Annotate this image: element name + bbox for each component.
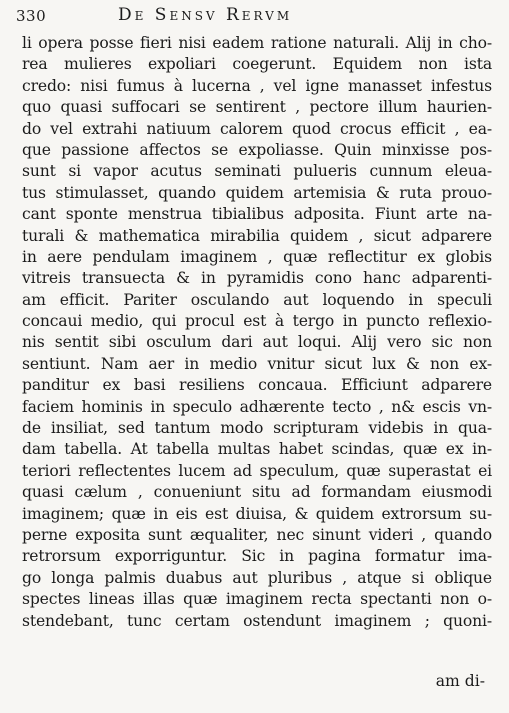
text-line: go longa palmis duabus aut pluribus , atque si oblique: [22, 568, 492, 587]
text-line: sentiunt. Nam aer in medio vnitur sicut lux & non ex-: [22, 354, 492, 373]
text-line: retrorsum exporriguntur. Sic in pagina formatur ima-: [22, 547, 492, 566]
text-line: cant sponte menstrua tibialibus adposita. Fiunt arte na-: [22, 205, 492, 224]
text-line: faciem hominis in speculo adhærente tecto , n& escis vn-: [22, 397, 492, 416]
running-title: De Sensv Rervm: [118, 5, 293, 25]
text-line: quasi cælum , conueniunt situ ad formandam eiusmodi: [22, 483, 492, 502]
text-line: imaginem; quæ in eis est diuisa, & quidem extrorsum su-: [22, 504, 492, 523]
text-line: tus stimulasset, quando quidem artemisia & ruta prouo-: [22, 183, 492, 202]
text-line: nis sentit sibi osculum dari aut loqui. Alij vero sic non: [22, 333, 492, 352]
text-line: teriori reflectentes lucem ad speculum, quæ superastat ei: [22, 461, 492, 480]
text-line: vitreis transuecta & in pyramidis cono hanc adparenti-: [22, 269, 492, 288]
text-line: turali & mathematica mirabilia quidem , sicut adparere: [22, 226, 492, 245]
text-line: sunt si vapor acutus seminati pulueris cunnum eleua-: [22, 162, 492, 181]
text-line: li opera posse fieri nisi eadem ratione naturali. Alij in cho-: [22, 34, 492, 52]
body-text: [22, 33, 492, 632]
text-line: do vel extrahi natiuum calorem quod crocus efficit , ea-: [22, 119, 492, 138]
text-line: rea mulieres expoliari coegerunt. Equidem non ista: [22, 55, 492, 74]
text-line: in aere pendulam imaginem , quæ reflectitur ex globis: [22, 247, 492, 266]
text-line: concaui medio, qui procul est à tergo in puncto reflexio-: [22, 312, 492, 331]
text-line: de insiliat, sed tantum modo scripturam videbis in qua-: [22, 419, 492, 438]
text-line: stendebant, tunc certam ostendunt imaginem ; quoni-: [22, 611, 492, 630]
catchword: am di-: [435, 672, 485, 690]
text-line: am efficit. Pariter osculando aut loquendo in speculi: [22, 290, 492, 309]
text-line: que passione affectos se expoliasse. Quin minxisse pos-: [22, 140, 492, 159]
page-header: [0, 0, 509, 30]
page-number: 330: [16, 7, 47, 25]
text-line: perne exposita sunt æqualiter, nec sinunt videri , quando: [22, 525, 492, 544]
text-line: credo: nisi fumus à lucerna , vel igne manasset infestus: [22, 76, 492, 95]
text-line: quo quasi suffocari se sentirent , pectore illum haurien-: [22, 98, 492, 117]
text-line: dam tabella. At tabella multas habet scindas, quæ ex in-: [22, 440, 492, 459]
text-line: panditur ex basi resiliens concaua. Efficiunt adparere: [22, 376, 492, 395]
text-line: spectes lineas illas quæ imaginem recta spectanti non o-: [22, 590, 492, 609]
